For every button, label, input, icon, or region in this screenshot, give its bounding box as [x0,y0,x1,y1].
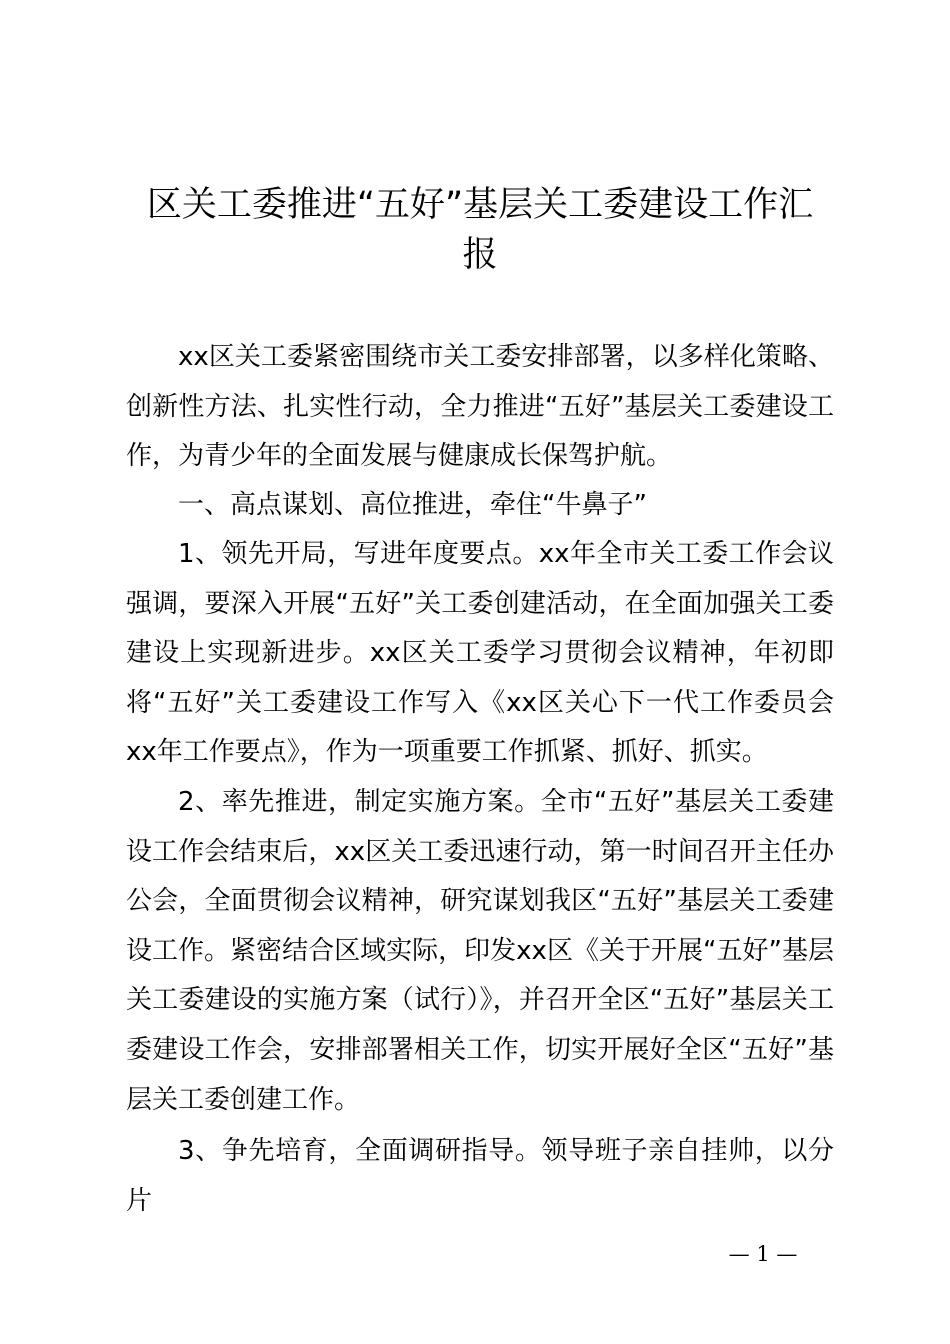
page-number: — 1 — [728,1242,798,1266]
document-title-line-1: 区关工委推进“五好”基层关工委建设工作汇 [146,185,814,225]
paragraph-item-2: 2、率先推进，制定实施方案。全市“五好”基层关工委建设工作会结束后，xx区关工委迅速行动，第一时间召开主任办公会，全面贯彻会议精神，研究谋划我区“五好”基层关工委建设工作。紧密结合区域实际，印发xx区《关于开展“五好”基层关工委建设的实施方案（试行）》，并召开全区“五好”基层关工委建设工作会，安排部署相关工作，切实开展好全区“五好”基层关工委创建工作。 [126,787,834,1115]
paragraph-item-3: 3、争先培育，全面调研指导。领导班子亲自挂帅，以分片 [126,1136,834,1216]
paragraph-item-1: 1、领先开局，写进年度要点。xx年全市关工委工作会议强调，要深入开展“五好”关工委创建活动，在全面加强关工委建设上实现新进步。xx区关工委学习贯彻会议精神，年初即将“五好”关工委建设工作写入《xx区关心下一代工作委员会xx年工作要点》，作为一项重要工作抓紧、抓好、抓实。 [126,539,834,768]
intro-paragraph: xx区关工委紧密围绕市关工委安排部署，以多样化策略、创新性方法、扎实性行动，全力推进“五好”基层关工委建设工作，为青少年的全面发展与健康成长保驾护航。 [126,342,834,472]
document-title-line-2: 报 [462,235,498,275]
section-heading-1: 一、高点谋划、高位推进，牵住“牛鼻子” [178,490,647,520]
